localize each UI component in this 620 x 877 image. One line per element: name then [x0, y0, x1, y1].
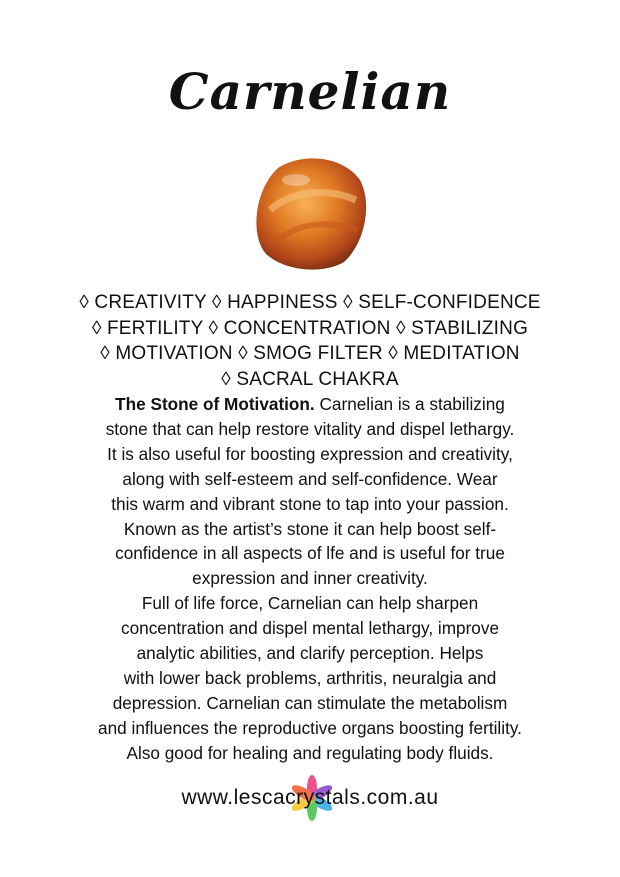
- description-lead: The Stone of Motivation.: [115, 394, 315, 414]
- property-line: ◊ SACRAL CHAKRA: [221, 368, 399, 390]
- description-text: Carnelian is a stabilizing: [314, 394, 505, 414]
- description-line: Full of life force, Carnelian can help sharpen: [141, 593, 479, 614]
- description-line: along with self-esteem and self-confidence. Wear: [122, 468, 498, 489]
- description-line: confidence in all aspects of lfe and is useful for true: [115, 543, 505, 564]
- carnelian-stone-image: [248, 150, 372, 274]
- page-title: Carnelian: [168, 62, 452, 121]
- description-line: depression. Carnelian can stimulate the metabolism: [112, 692, 508, 713]
- description-line: Also good for healing and regulating body fluids.: [126, 742, 494, 763]
- description-line: It is also useful for boosting expression and creativity,: [107, 443, 513, 464]
- description-line: and influences the reproductive organs boosting fertility.: [98, 717, 522, 738]
- property-line: ◊ MOTIVATION ◊ SMOG FILTER ◊ MEDITATION: [100, 343, 520, 364]
- description-line: this warm and vibrant stone to tap into your passion.: [111, 493, 509, 514]
- description-line: analytic abilities, and clarify perception. Helps: [136, 643, 484, 664]
- property-line: ◊ CREATIVITY ◊ HAPPINESS ◊ SELF-CONFIDENCE: [79, 292, 541, 313]
- property-line: ◊ FERTILITY ◊ CONCENTRATION ◊ STABILIZING: [91, 317, 529, 339]
- description-line: stone that can help restore vitality and dispel lethargy.: [105, 418, 515, 439]
- properties-list: [0, 290, 620, 392]
- description-line: concentration and dispel mental lethargy, improve: [120, 618, 499, 639]
- description-line: expression and inner creativity.: [192, 568, 428, 589]
- description: [0, 392, 620, 766]
- description-line: with lower back problems, arthritis, neuralgia and: [123, 667, 497, 688]
- description-line: Known as the artist’s stone it can help boost self-: [123, 518, 497, 539]
- website-link[interactable]: www.lescacrystals.com.au: [181, 786, 439, 809]
